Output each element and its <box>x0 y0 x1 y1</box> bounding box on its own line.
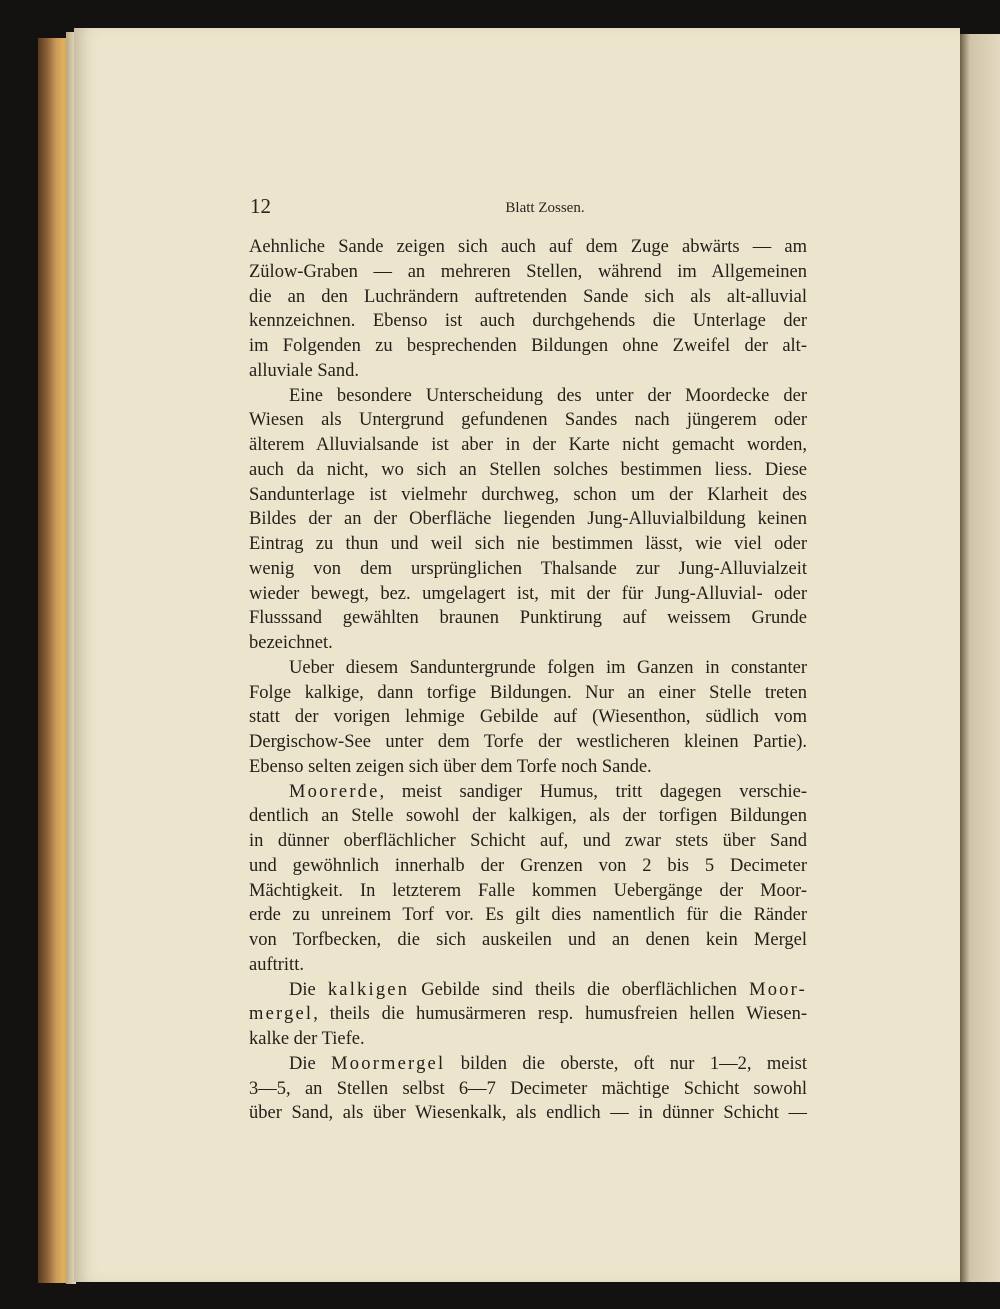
text-line: Mächtigkeit. In letzterem Falle kommen Uebergänge der Moor- <box>249 880 807 901</box>
text-line: Folge kalkige, dann torfige Bildungen. Nur an einer Stelle treten <box>249 682 807 703</box>
text-run: Die <box>289 979 328 1000</box>
page-number: 12 <box>250 194 271 218</box>
text-line: Dergischow-See unter dem Torfe der westlicheren kleinen Partie). <box>249 732 807 752</box>
text-line: Bildes der an der Oberfläche liegenden Jung-Alluvialbildung keinen <box>249 509 807 530</box>
page-header <box>250 196 810 220</box>
text-run: Die <box>289 1053 332 1074</box>
text-line: kennzeichnen. Ebenso ist auch durchgehends die Unterlage der <box>249 311 807 332</box>
text-line: wenig von dem ursprünglichen Thalsande zur Jung-Alluvialzeit <box>249 558 807 579</box>
text-line: erde zu unreinem Torf vor. Es gilt dies namentlich für die Ränder <box>249 905 807 926</box>
text-line: in dünner oberflächlicher Schicht auf, und zwar stets über Sand <box>249 831 807 851</box>
text-line <box>249 780 807 805</box>
running-title: Blatt Zossen. <box>505 200 585 216</box>
spaced-term: Moormergel <box>331 1053 446 1074</box>
spaced-term: kalkigen <box>327 979 410 1000</box>
text-line: Eine besondere Unterscheidung des unter der Moordecke der <box>289 385 807 406</box>
text-line: 3—5, an Stellen selbst 6—7 Decimeter mächtige Schicht sowohl <box>249 1078 807 1099</box>
spaced-term: Moorerde <box>289 781 380 802</box>
text-line: Eintrag zu thun und weil sich nie bestimmen lässt, wie viel oder <box>249 534 807 554</box>
facing-page-edge <box>960 34 1000 1282</box>
text-line <box>249 1052 807 1077</box>
text-line <box>249 978 807 1003</box>
text-line: die an den Luchrändern auftretenden Sande sich als alt-alluvial <box>249 286 807 307</box>
text-line: Wiesen als Untergrund gefundenen Sandes nach jüngerem oder <box>249 410 807 431</box>
text-line: von Torfbecken, die sich auskeilen und an denen kein Mergel <box>249 930 807 950</box>
text-line: Zülow-Graben — an mehreren Stellen, während im Allgemeinen <box>249 261 807 282</box>
spaced-term: mergel <box>249 1004 314 1025</box>
text-run: , theils die humusärmeren resp. humusfreien hellen Wiesen- <box>313 1004 807 1025</box>
text-line: Sandunterlage ist vielmehr durchweg, schon um der Klarheit des <box>249 484 807 505</box>
text-run: Gebilde sind theils die oberflächlichen <box>409 979 750 1000</box>
text-line: auch da nicht, wo sich an Stellen solches bestimmen liess. Diese <box>249 459 807 480</box>
book-spine <box>38 38 68 1283</box>
text-line: im Folgenden zu besprechenden Bildungen ohne Zweifel der alt- <box>249 336 807 356</box>
text-line: auftritt. <box>249 954 304 975</box>
text-line <box>249 1002 807 1027</box>
text-line: älterem Alluvialsande ist aber in der Karte nicht gemacht worden, <box>249 435 807 455</box>
text-line: bezeichnet. <box>249 633 333 653</box>
text-line: kalke der Tiefe. <box>249 1029 365 1049</box>
text-run: bilden die oberste, oft nur 1—2, meist <box>445 1053 807 1074</box>
text-line: Ueber diesem Sanduntergrunde folgen im Ganzen in constanter <box>289 657 807 678</box>
spaced-term: Moor- <box>749 979 807 1000</box>
text-run: , meist sandiger Humus, tritt dagegen verschie- <box>379 781 807 802</box>
text-line: Aehnliche Sande zeigen sich auch auf dem Zuge abwärts — am <box>249 237 807 257</box>
text-line: Ebenso selten zeigen sich über dem Torfe noch Sande. <box>249 756 652 777</box>
text-line: statt der vorigen lehmige Gebilde auf (Wiesenthon, südlich vom <box>249 707 807 728</box>
body-text <box>249 235 807 1126</box>
text-line: wieder bewegt, bez. umgelagert ist, mit der für Jung-Alluvial- oder <box>249 583 807 604</box>
text-line: und gewöhnlich innerhalb der Grenzen von 2 bis 5 Decimeter <box>249 855 807 876</box>
text-line: dentlich an Stelle sowohl der kalkigen, als der torfigen Bildungen <box>249 806 807 827</box>
text-line: alluviale Sand. <box>249 360 359 381</box>
text-line: über Sand, als über Wiesenkalk, als endlich — in dünner Schicht — <box>249 1103 807 1124</box>
text-line: Flusssand gewählten braunen Punktirung auf weissem Grunde <box>249 608 807 629</box>
